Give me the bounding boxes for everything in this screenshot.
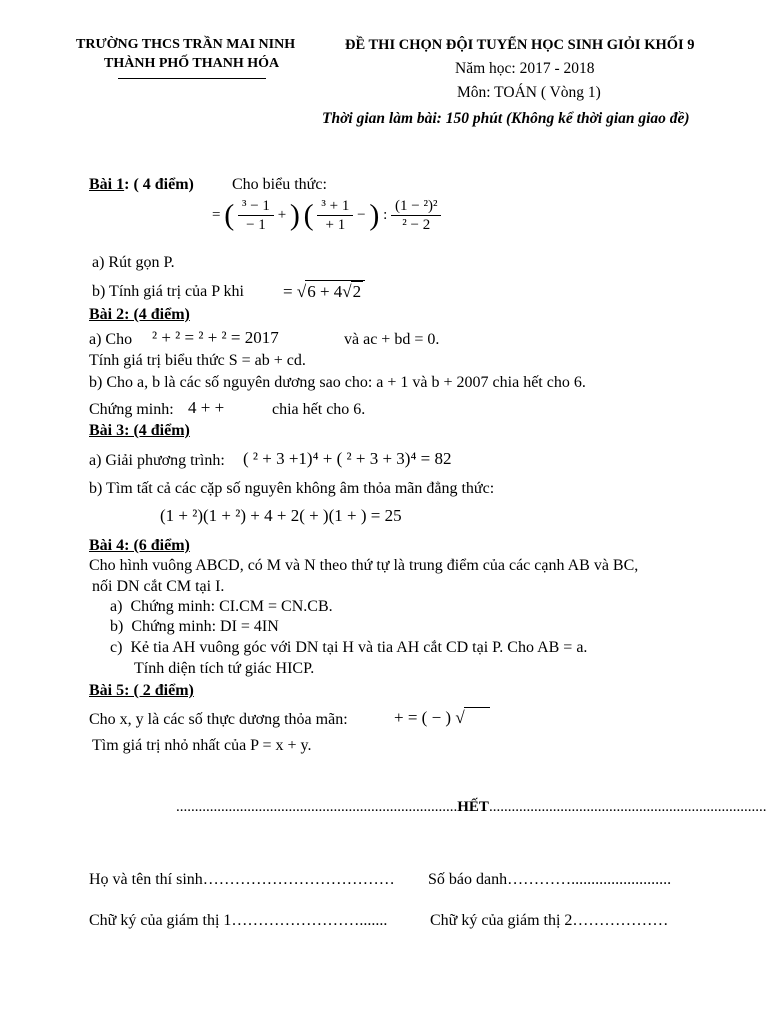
- bai2-part-b-prefix: Chứng minh:: [89, 401, 174, 418]
- bai3-part-b-expr: (1 + ²)(1 + ²) + 4 + 2( + )(1 + ) = 25: [160, 506, 402, 525]
- bai1-intro: Cho biểu thức:: [232, 176, 327, 193]
- bai1-fraction-3: [391, 197, 441, 234]
- bai1-radical-outer: 6 + 4: [307, 282, 343, 301]
- bai2-heading-text: Bài 2: (4 điểm): [89, 306, 190, 323]
- bai4-item-c-cont: Tính diện tích tứ giác HICP.: [134, 660, 315, 677]
- bai4-item-a-text: Chứng minh: CI.CM = CN.CB.: [130, 598, 333, 615]
- bai5-heading-text: Bài 5: ( 2 điểm): [89, 682, 194, 699]
- bai5-heading: [89, 682, 194, 700]
- bai2-heading: [89, 306, 190, 324]
- bai4-line1: Cho hình vuông ABCD, có M và N theo thứ tự là trung điểm của các cạnh AB và BC,: [89, 557, 639, 574]
- bai3-part-a-prefix: a) Giải phương trình:: [89, 452, 225, 469]
- bai1-fraction-1: [238, 197, 274, 234]
- bai5-expr-text: + = ( − ): [394, 708, 452, 727]
- exam-title: ĐỀ THI CHỌN ĐỘI TUYỂN HỌC SINH GIỎI KHỐI 9: [345, 37, 695, 53]
- proctor-1-signature: Chữ ký của giám thị 1…………………….......: [89, 912, 388, 929]
- bai1-plus: +: [277, 206, 287, 223]
- end-label: HẾT: [457, 799, 489, 815]
- bai1-f1-num: ³ − 1: [238, 197, 274, 216]
- school-year: Năm học: 2017 - 2018: [455, 60, 595, 77]
- exam-time: Thời gian làm bài: 150 phút (Không kể thời gian giao đề): [322, 110, 690, 127]
- bai4-item-b-marker: b): [110, 618, 124, 635]
- bai1-expr-eq: =: [212, 206, 221, 223]
- bai1-minus: −: [357, 206, 366, 223]
- end-dots-left: ...........................................................................: [176, 799, 458, 815]
- bai4-item-c-text: Kẻ tia AH vuông góc với DN tại H và tia AH cắt CD tại P. Cho AB = a.: [130, 639, 588, 656]
- header-underline: [118, 78, 266, 79]
- bai4-item-c: [110, 639, 587, 657]
- school-city: THÀNH PHỐ THANH HÓA: [104, 56, 280, 71]
- bai5-line2: Tìm giá trị nhỏ nhất của P = x + y.: [92, 737, 312, 754]
- bai3-heading: [89, 422, 190, 440]
- bai4-item-a: [110, 598, 333, 616]
- bai2-part-b-line1: b) Cho a, b là các số nguyên dương sao cho: a + 1 và b + 2007 chia hết cho 6.: [89, 374, 586, 391]
- proctor-2-signature: Chữ ký của giám thị 2………………: [430, 912, 669, 929]
- bai1-part-b-eq: =: [283, 282, 293, 301]
- bai1-part-b-value: = √6 + 4√2: [283, 280, 365, 302]
- bai5-line1: Cho x, y là các số thực dương thỏa mãn:: [89, 711, 348, 728]
- bai1-fraction-2: [317, 197, 353, 234]
- exam-subject: Môn: TOÁN ( Vòng 1): [457, 84, 601, 101]
- bai2-part-a-line2: Tính giá trị biểu thức S = ab + cd.: [89, 352, 306, 369]
- bai1-heading-label: Bài 1: [89, 176, 125, 193]
- bai1-f1-den: − 1: [246, 217, 266, 233]
- bai4-item-b: [110, 618, 279, 636]
- bai1-f3-num: (1 − ²)²: [391, 197, 441, 216]
- bai4-item-a-marker: a): [110, 598, 123, 615]
- bai1-colon: :: [383, 206, 388, 223]
- bai5-expr: + = ( − ) √: [394, 707, 490, 728]
- bai1-expression: = ( $\frac{\text{³ − 1}}{- 1}$ + ) ( $\frac{\text{³ + 1}}{+ 1}$ − ) : $\frac{\text{(1 − ²)²}}{\text{² − 2}}$: [212, 197, 441, 234]
- bai1-heading-points: : ( 4 điểm): [124, 176, 194, 193]
- bai3-part-b-line1: b) Tìm tất cả các cặp số nguyên không âm thỏa mãn đẳng thức:: [89, 480, 495, 497]
- candidate-id-line: Số báo danh………….........................: [428, 871, 672, 888]
- bai1-f2-num: ³ + 1: [317, 197, 353, 216]
- bai1-heading: [89, 176, 194, 194]
- bai4-heading: [89, 537, 190, 555]
- bai2-part-a-prefix: a) Cho: [89, 331, 133, 348]
- bai2-part-a-suffix: và ac + bd = 0.: [344, 331, 440, 348]
- bai2-part-b-suffix: chia hết cho 6.: [272, 401, 366, 418]
- candidate-name-line: Họ và tên thí sinh………………………………: [89, 871, 395, 888]
- bai2-part-b-expr: 4 + +: [188, 398, 225, 417]
- bai3-heading-text: Bài 3: (4 điểm): [89, 422, 190, 439]
- bai4-line2: nối DN cắt CM tại I.: [92, 578, 225, 595]
- bai3-part-a-expr: ( ² + 3 +1)⁴ + ( ² + 3 + 3)⁴ = 82: [243, 449, 452, 468]
- bai1-radical-inner: 2: [352, 282, 362, 301]
- bai4-heading-text: Bài 4: (6 điểm): [89, 537, 190, 554]
- end-marker: [176, 799, 766, 816]
- bai1-f2-den: + 1: [325, 217, 346, 233]
- bai1-part-b: b) Tính giá trị của P khi: [92, 283, 244, 300]
- bai1-part-a: a) Rút gọn P.: [92, 254, 175, 271]
- bai1-f3-den: ² − 2: [402, 217, 431, 233]
- end-dots-right: ..........................................................................: [488, 799, 767, 815]
- bai4-item-b-text: Chứng minh: DI = 4IN: [131, 618, 279, 635]
- bai2-part-a-expr: ² + ² = ² + ² = 2017: [152, 328, 279, 347]
- school-name: TRƯỜNG THCS TRẦN MAI NINH: [76, 37, 296, 52]
- bai4-item-c-marker: c): [110, 639, 123, 656]
